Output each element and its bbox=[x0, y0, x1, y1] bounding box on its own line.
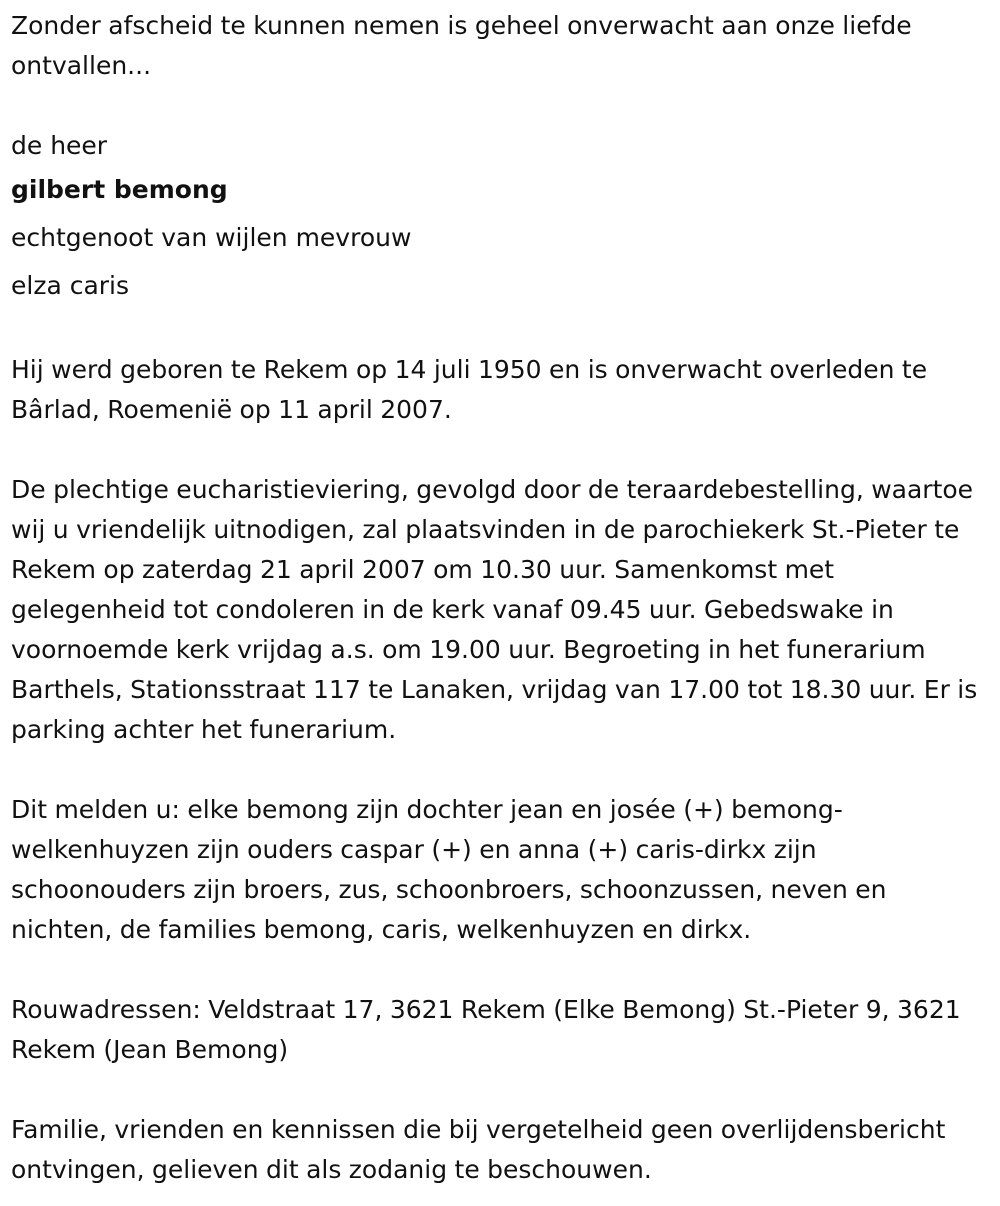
announcers-paragraph: Dit melden u: elke bemong zijn dochter jean en josée (+) bemong-welkenhuyzen zijn ouders caspar (+) en anna (+) caris-dirkx zijn schoonouders zijn broers, zus, schoonbroers, schoonzussen, neven en nichten, de families bemong, caris, welkenhuyzen en dirkx. bbox=[11, 795, 887, 944]
ceremony-paragraph: De plechtige eucharistieviering, gevolgd door de teraardebestelling, waartoe wij u vriendelijk uitnodigen, zal plaatsvinden in de parochiekerk St.-Pieter te Rekem op zaterdag 21 april 2007 om 10.30 uur. Samenkomst met gelegenheid tot condoleren in de kerk vanaf 09.45 uur. Gebedswake in voornoemde kerk vrijdag a.s. om 19.00 uur. Begroeting in het funerarium Barthels, Stationsstraat 117 te Lanaken, vrijdag van 17.00 tot 18.30 uur. Er is parking achter het funerarium. bbox=[11, 475, 978, 744]
deceased-name: gilbert bemong bbox=[11, 175, 228, 204]
opening-paragraph: Zonder afscheid te kunnen nemen is geheel onverwacht aan onze liefde ontvallen... bbox=[11, 11, 912, 80]
addresses-paragraph: Rouwadressen: Veldstraat 17, 3621 Rekem (Elke Bemong) St.-Pieter 9, 3621 Rekem (Jean Bemong) bbox=[11, 995, 961, 1064]
spacer bbox=[11, 430, 993, 470]
spacer bbox=[11, 950, 993, 990]
spacer bbox=[11, 750, 993, 790]
closing-paragraph: Familie, vrienden en kennissen die bij vergetelheid geen overlijdensbericht ontvingen, gelieven dit als zodanig te beschouwen. bbox=[11, 1115, 946, 1184]
spouse-name: elza caris bbox=[11, 271, 130, 300]
honorific: de heer bbox=[11, 131, 108, 160]
birth-death-paragraph: Hij werd geboren te Rekem op 14 juli 1950 en is onverwacht overleden te Bârlad, Roemenië op 11 april 2007. bbox=[11, 355, 928, 424]
obituary-notice bbox=[11, 6, 993, 1190]
spacer bbox=[11, 86, 993, 126]
spacer bbox=[11, 1070, 993, 1110]
spacer bbox=[11, 310, 993, 350]
spouse-line: echtgenoot van wijlen mevrouw bbox=[11, 223, 412, 252]
deceased-block bbox=[11, 126, 993, 310]
